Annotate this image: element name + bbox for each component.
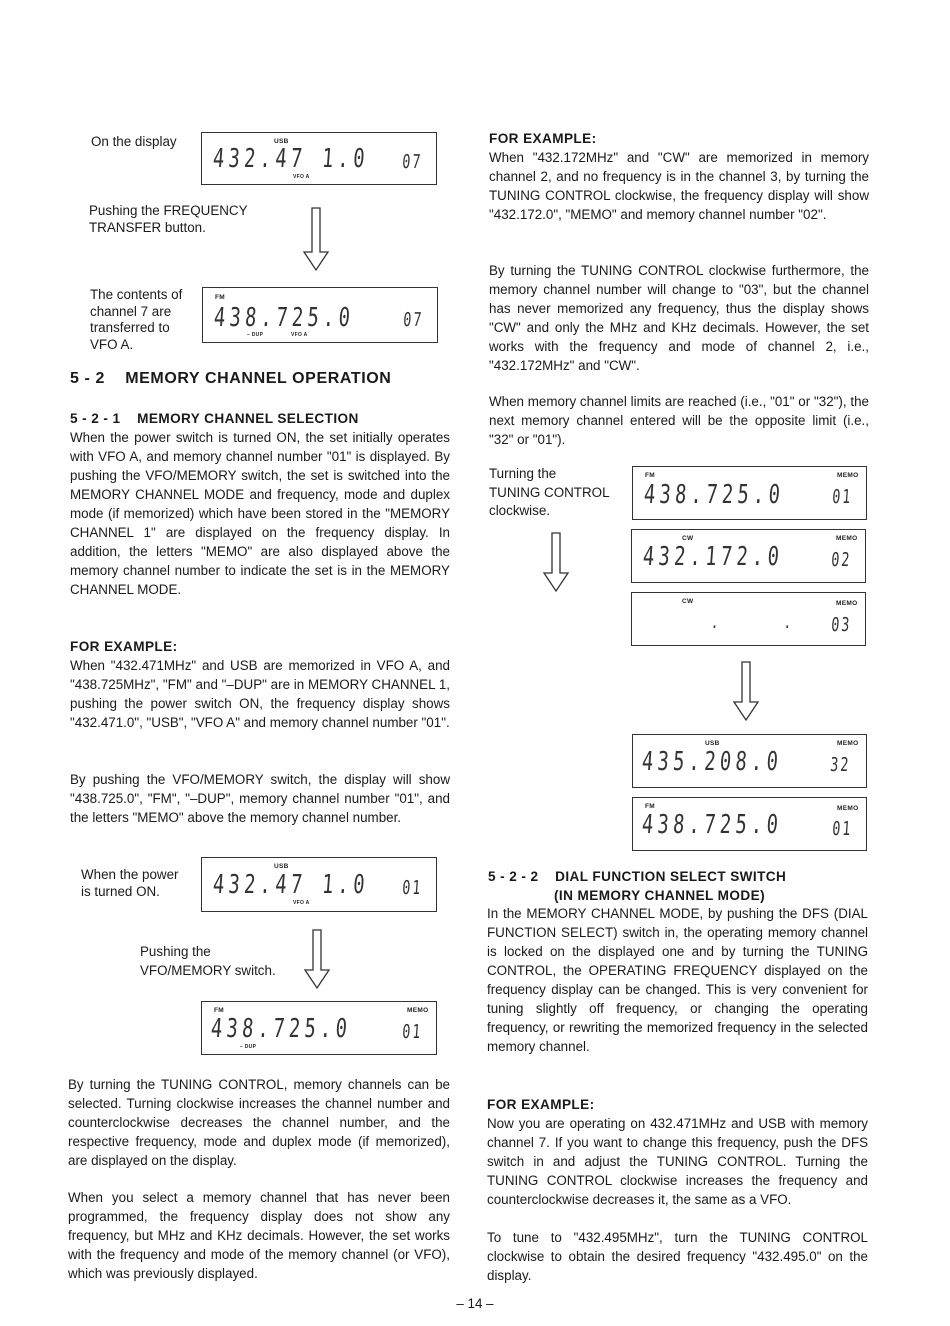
memo-indicator: MEMO — [836, 535, 858, 542]
caption-contents-transferred: The contents of channel 7 are transferred to VFO A. — [90, 287, 183, 352]
mode-indicator: USB — [274, 138, 289, 145]
subsection-title-dial-function: 5 - 2 - 2 DIAL FUNCTION SELECT SWITCH — [488, 869, 787, 884]
memo-indicator: MEMO — [407, 1007, 429, 1014]
frequency-readout: 432.47 1.0 — [211, 870, 370, 900]
lcd-display-vfo-a — [201, 132, 437, 185]
channel-number: 03 — [830, 614, 853, 636]
down-arrow-icon — [301, 206, 331, 272]
subsection-title-dial-function-sub: (IN MEMORY CHANNEL MODE) — [554, 888, 765, 903]
channel-number: 01 — [401, 1021, 424, 1043]
frequency-readout: 432.47 1.0 — [211, 144, 370, 174]
mode-indicator: FM — [215, 294, 225, 301]
paragraph-unprogrammed-channel: When you select a memory channel that has never been programmed, the frequency display does not show any frequency, but MHz and KHz decimals. However, the set works with the frequency and mode of the memory channel (or VFO), which was previously displayed. — [68, 1190, 450, 1281]
paragraph-tuning-control: By turning the TUNING CONTROL, memory channels can be selected. Turning clockwise increases the channel number and counterclockwise decreases the channel number, and the respective frequency, mode and duplex mode (if memorized), are displayed on the display. — [68, 1077, 450, 1168]
caption-power-on: When the power is turned ON. — [81, 867, 179, 899]
frequency-readout: 438.725.0 — [640, 810, 784, 840]
paragraph-example-1-continued: By pushing the VFO/MEMORY switch, the display will show "438.725.0", "FM", "–DUP", memory channel number "01", and the letters "MEMO" above the memory channel number. — [70, 772, 450, 825]
mode-indicator: CW — [682, 598, 694, 605]
channel-number: 01 — [831, 486, 854, 508]
paragraph-example-1: When "432.471MHz" and USB are memorized in VFO A, and "438.725MHz", "FM" and "–DUP" are in MEMORY CHANNEL 1, pushing the power switch ON, the frequency display shows "432.471.0", "USB", "VFO A" and memory channel number "01". — [70, 658, 450, 730]
lcd-display-channel-02 — [631, 529, 866, 583]
channel-number: 02 — [830, 549, 853, 571]
example-heading: FOR EXAMPLE: — [489, 131, 597, 146]
memo-indicator: MEMO — [837, 472, 859, 479]
caption-pushing-vfo-memory: Pushing the VFO/MEMORY switch. — [140, 944, 276, 978]
mode-indicator: USB — [705, 740, 720, 747]
channel-number: 01 — [401, 877, 424, 899]
example-heading: FOR EXAMPLE: — [487, 1097, 595, 1112]
lcd-display-channel-32 — [632, 734, 867, 788]
lcd-display-channel-01-wrap — [632, 797, 867, 851]
down-arrow-icon — [731, 660, 761, 722]
memo-indicator: MEMO — [837, 740, 859, 747]
frequency-readout: 438.725.0 — [209, 1014, 353, 1044]
lcd-display-memory-mode — [201, 1001, 437, 1055]
mode-indicator: FM — [214, 1007, 224, 1014]
channel-number: 07 — [401, 151, 424, 173]
caption-turning-tuning-control: Turning the TUNING CONTROL clockwise. — [489, 466, 610, 518]
channel-number: 01 — [831, 818, 854, 840]
mode-indicator: FM — [645, 803, 655, 810]
frequency-readout: 438.725.0 — [642, 480, 786, 510]
frequency-readout: 435.208.0 — [640, 747, 784, 777]
frequency-readout: . . — [710, 612, 797, 633]
caption-on-display: On the display — [91, 134, 177, 149]
subsection-title-memory-channel-selection: 5 - 2 - 1 MEMORY CHANNEL SELECTION — [70, 411, 359, 426]
mode-indicator: CW — [682, 535, 694, 542]
paragraph-dial-function: In the MEMORY CHANNEL MODE, by pushing the DFS (DIAL FUNCTION SELECT) switch in, the operating memory channel is locked on the displayed one and by turning the TUNING CONTROL, the OPERATING FREQUENCY displayed on the frequency display can be changed. This is very convenient for tuning slightly off frequency, or changing the operating frequency, or rewriting the memorized frequency in the selected memory channel. — [487, 906, 868, 1054]
lcd-display-channel-01 — [632, 466, 867, 520]
paragraph-example-2-continued: By turning the TUNING CONTROL clockwise furthermore, the memory channel number will change to "03", but the channel has never memorized any frequency, thus the display shows "CW" and only the MHz and KHz decimals. However, the set works with the frequency and mode of channel 2, i.e., "432.172MHz" and "CW". — [489, 263, 869, 373]
lcd-display-power-on — [201, 857, 437, 912]
memo-indicator: MEMO — [837, 805, 859, 812]
paragraph-example-2: When "432.172MHz" and "CW" are memorized in memory channel 2, and no frequency is in the channel 3, by turning the TUNING CONTROL clockwise, the frequency display will show "432.172.0", "MEMO" and memory channel number "02". — [489, 150, 869, 222]
down-arrow-icon — [302, 928, 332, 990]
page-number: – 14 – — [456, 1296, 494, 1311]
vfo-indicator: VFO A — [293, 900, 310, 906]
dup-indicator: – DUP — [240, 1044, 257, 1050]
section-title: 5 - 2 MEMORY CHANNEL OPERATION — [70, 370, 392, 387]
mode-indicator: USB — [274, 863, 289, 870]
vfo-indicator: VFO A — [291, 332, 308, 338]
channel-number: 07 — [402, 309, 425, 331]
down-arrow-icon — [541, 531, 571, 593]
lcd-display-transferred — [202, 287, 438, 343]
vfo-indicator: VFO A — [293, 174, 310, 180]
lcd-display-channel-03 — [631, 592, 866, 646]
channel-number: 32 — [829, 754, 852, 776]
paragraph-memory-selection: When the power switch is turned ON, the set initially operates with VFO A, and memory channel number "01" is displayed. By pushing the VFO/MEMORY switch, the set is switched into the MEMORY CHANNEL MODE and frequency, mode and duplex mode (if memorized) which have been stored in the "MEMORY CHANNEL 1" are displayed on the frequency display. In addition, the letters "MEMO" are also displayed above the memory channel number to indicate the set is in the MEMORY CHANNEL MODE. — [70, 430, 450, 597]
memo-indicator: MEMO — [836, 600, 858, 607]
caption-pushing-frequency-transfer: Pushing the FREQUENCY TRANSFER button. — [89, 203, 248, 235]
paragraph-example-3: Now you are operating on 432.471MHz and USB with memory channel 7. If you want to change this frequency, push the DFS switch in and adjust the TUNING CONTROL. Turning the TUNING CONTROL clockwise increases the frequency and counterclockwise decreases it, the same as a VFO. — [487, 1116, 868, 1207]
mode-indicator: FM — [645, 472, 655, 479]
dup-indicator: – DUP — [247, 332, 264, 338]
paragraph-example-3-continued: To tune to "432.495MHz", turn the TUNING CONTROL clockwise to obtain the desired frequency "432.495.0" on the display. — [487, 1230, 868, 1283]
frequency-readout: 438.725.0 — [212, 303, 356, 333]
frequency-readout: 432.172.0 — [641, 542, 785, 572]
example-heading: FOR EXAMPLE: — [70, 639, 178, 654]
paragraph-channel-limits: When memory channel limits are reached (i.e., "01" or "32"), the next memory channel entered will be the opposite limit (i.e., "32" or "01"). — [489, 394, 869, 447]
